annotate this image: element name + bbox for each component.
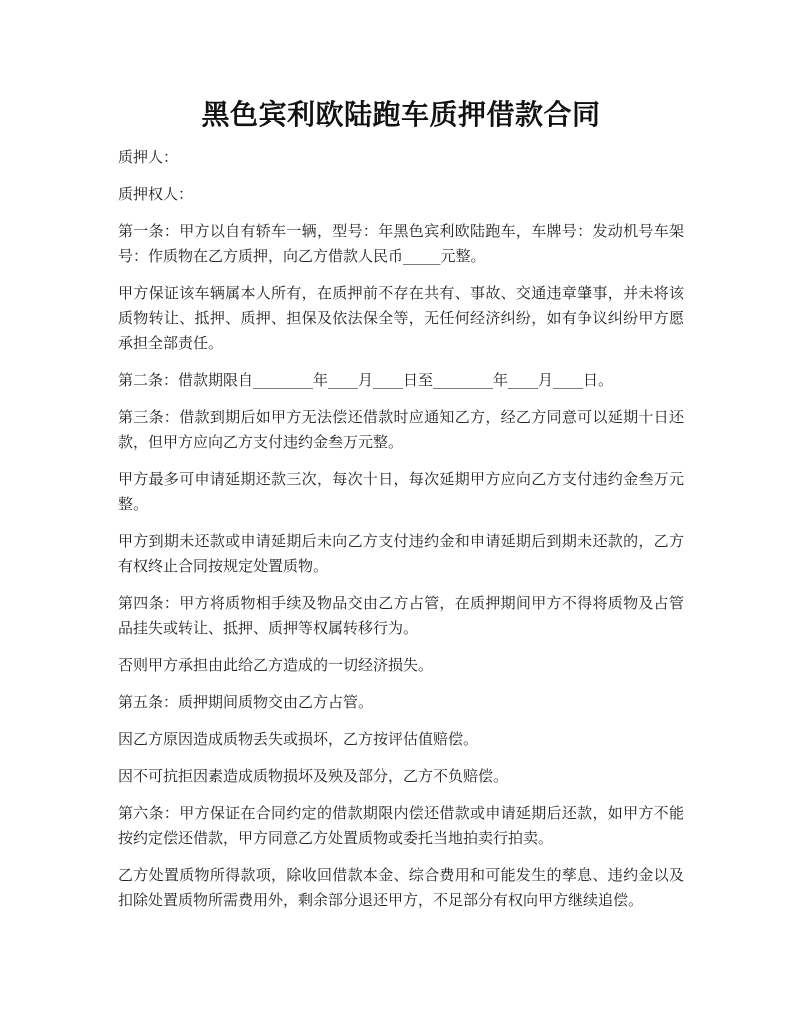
article-3-termination: 甲方到期未还款或申请延期后未向乙方支付违约金和申请延期后到期未还款的，乙方有权终止合同按规定处置质物。 <box>118 532 684 575</box>
document-body <box>118 145 684 913</box>
article-6-proceeds: 乙方处置质物所得款项，除收回借款本金、综合费用和可能发生的孳息、违约金以及扣除处置质物所需费用外，剩余部分退还甲方，不足部分有权向甲方继续追偿。 <box>118 866 684 909</box>
article-2: 第二条：借款期限自________年____月____日至________年____月____日。 <box>118 371 614 389</box>
document-page <box>118 0 684 925</box>
article-5-compensation: 因乙方原因造成质物丢失或损坏，乙方按评估值赔偿。 <box>118 730 479 748</box>
pledgee-line: 质押权人： <box>118 185 194 203</box>
article-3-extension: 甲方最多可申请延期还款三次，每次十日，每次延期甲方应向乙方支付违约金叁万元整。 <box>118 470 684 513</box>
article-5: 第五条：质押期间质物交由乙方占管。 <box>118 693 374 711</box>
article-6: 第六条：甲方保证在合同约定的借款期限内偿还借款或申请延期后还款，如甲方不能按约定偿还借款，甲方同意乙方处置质物或委托当地拍卖行拍卖。 <box>118 804 684 847</box>
pledgor-line: 质押人： <box>118 148 179 166</box>
article-4: 第四条：甲方将质物相手续及物品交由乙方占管，在质押期间甲方不得将质物及占管品挂失或转让、抵押、质押等权属转移行为。 <box>118 594 684 637</box>
article-5-force-majeure: 因不可抗拒因素造成质物损坏及殃及部分，乙方不负赔偿。 <box>118 767 509 785</box>
document-title: 黑色宾利欧陆跑车质押借款合同 <box>201 98 601 131</box>
article-1: 第一条：甲方以自有轿车一辆，型号：年黑色宾利欧陆跑车，车牌号：发动机号车架号：作质物在乙方质押，向乙方借款人民币_____元整。 <box>118 222 684 265</box>
article-4-liability: 否则甲方承担由此给乙方造成的一切经济损失。 <box>118 656 434 674</box>
article-1-guarantee: 甲方保证该车辆属本人所有，在质押前不存在共有、事故、交通违章肇事，并未将该质物转让、抵押、质押、担保及依法保全等，无任何经济纠纷，如有争议纠纷甲方愿承担全部责任。 <box>118 284 684 352</box>
article-3: 第三条：借款到期后如甲方无法偿还借款时应通知乙方，经乙方同意可以延期十日还款，但甲方应向乙方支付违约金叁万元整。 <box>118 408 684 451</box>
